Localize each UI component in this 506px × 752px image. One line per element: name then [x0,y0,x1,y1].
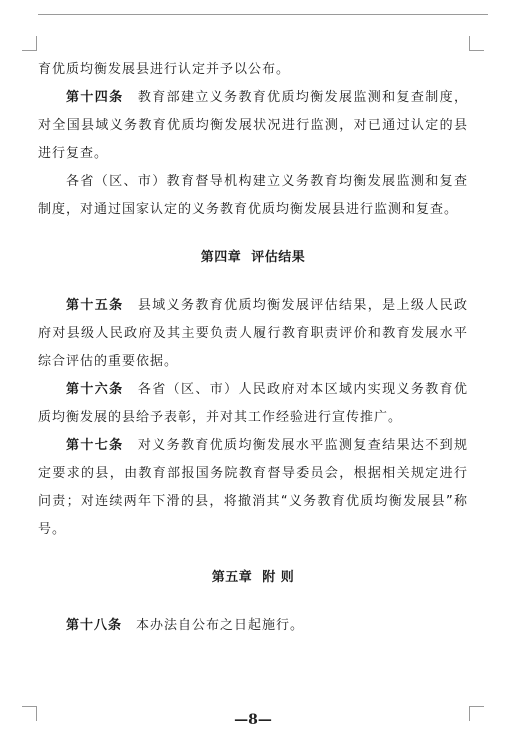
article-16-text: 各省（区、市）人民政府对本区域内实现义务教育优质均衡发展的县给予表彰，并对其工作经验进行宣传推广。 [38,382,468,425]
article-17 [38,432,468,544]
article-15 [38,292,468,376]
chapter-4-number: 第四章 [200,250,242,265]
article-14 [38,84,468,168]
article-15-text: 县域义务教育优质均衡发展评估结果，是上级人民政府对县级人民政府及其主要负责人履行教育职责评价和教育发展水平综合评估的重要依据。 [38,298,468,369]
article-16 [38,376,468,432]
article-15-label: 第十五条 [66,298,124,313]
article-17-label: 第十七条 [66,438,124,453]
article-16-label: 第十六条 [66,382,124,397]
chapter-5-title: 附 则 [262,570,295,585]
article-18-text: 本办法自公布之日起施行。 [136,618,305,633]
article-14-text: 教育部建立义务教育优质均衡发展监测和复查制度，对全国县域义务教育优质均衡发展状况进行监测，对已通过认定的县进行复查。 [38,90,468,161]
continued-paragraph: 育优质均衡发展县进行认定并予以公布。 [38,62,291,77]
article-18-label: 第十八条 [66,618,123,633]
document-body [38,56,468,640]
chapter-4-title: 评估结果 [251,250,306,265]
page-number: —8— [234,712,272,728]
chapter-5-number: 第五章 [211,570,253,585]
crop-mark-top-left [22,36,37,51]
article-17-text: 对义务教育优质均衡发展水平监测复查结果达不到规定要求的县，由教育部报国务院教育督导委员会，根据相关规定进行问责；对连续两年下滑的县，将撤消其“义务教育优质均衡发展县”称号。 [38,438,468,537]
chapter-5-heading [38,564,468,592]
chapter-4-heading [38,244,468,272]
provinces-paragraph: 各省（区、市）教育督导机构建立义务教育均衡发展监测和复查制度，对通过国家认定的义务教育优质均衡发展县进行监测和复查。 [38,174,468,217]
article-18 [38,612,468,640]
article-14-label: 第十四条 [66,90,124,105]
header-rule [38,14,488,15]
crop-mark-top-right [469,36,484,51]
